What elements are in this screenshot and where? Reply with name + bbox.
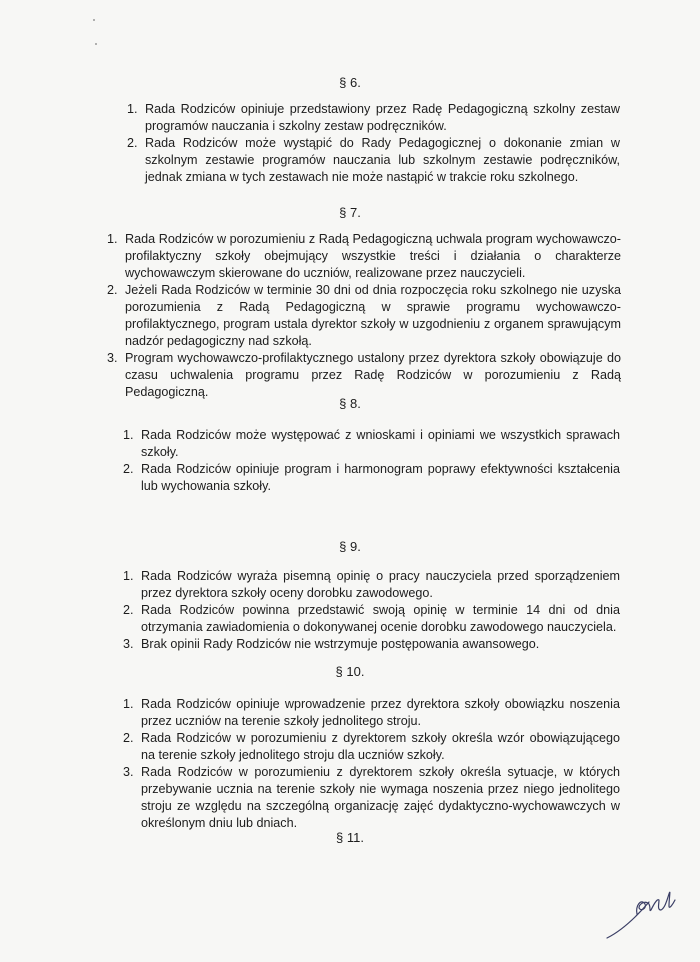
scan-speck — [93, 19, 95, 21]
list-item: 2. Jeżeli Rada Rodziców w terminie 30 dni od dnia rozpoczęcia roku szkolnego nie uzyska porozumienia z Radą Pedagogiczną w sprawie programu wychowawczo-profilaktycznego, program ustala dyrektor szkoły w uzgodnieniu z organem sprawującym nadzór pedagogiczny nad szkołą. — [107, 283, 621, 348]
list-item: 3. Brak opinii Rady Rodziców nie wstrzymuje postępowania awansowego. — [123, 637, 540, 651]
section-heading-10: § 10. — [335, 664, 365, 679]
section-7-list — [107, 231, 621, 401]
list-item: 1. Rada Rodziców w porozumieniu z Radą Pedagogiczną uchwala program wychowawczo-profilaktyczny szkoły obejmujący wszystkie treści i działania o charakterze wychowawczym skierowane do uczniów, realizowane przez nauczycieli. — [107, 232, 621, 280]
section-6-list — [127, 101, 620, 186]
list-item: 2. Rada Rodziców powinna przedstawić swoją opinię w terminie 14 dni od dnia otrzymania zawiadomienia o dokonywanej ocenie dorobku zawodowego nauczyciela. — [123, 603, 620, 634]
list-item: 3. Program wychowawczo-profilaktycznego ustalony przez dyrektora szkoły obowiązuje do czasu uchwalenia programu przez Radę Rodziców w porozumieniu z Radą Pedagogiczną. — [107, 351, 621, 399]
list-item: 1. Rada Rodziców może występować z wnioskami i opiniami we wszystkich sprawach szkoły. — [123, 428, 620, 459]
list-item: 1. Rada Rodziców wyraża pisemną opinię o pracy nauczyciela przed sporządzeniem przez dyrektora szkoły oceny dorobku zawodowego. — [123, 569, 620, 600]
section-heading-6: § 6. — [339, 75, 361, 90]
list-item: 1. Rada Rodziców opiniuje przedstawiony przez Radę Pedagogiczną szkolny zestaw programów nauczania i szkolny zestaw podręczników. — [127, 102, 620, 133]
list-item: 3. Rada Rodziców w porozumieniu z dyrektorem szkoły określa sytuacje, w których przebywanie ucznia na terenie szkoły nie wymaga noszenia przez niego jednolitego stroju ze względu na szczególną organizację zajęć dydaktyczno-wychowawczych w określonym dniu lub dniach. — [123, 765, 620, 830]
signature-icon — [605, 880, 685, 942]
list-item: 2. Rada Rodziców w porozumieniu z dyrektorem szkoły określa wzór obowiązującego na terenie szkoły jednolitego stroju dla uczniów szkoły. — [123, 731, 620, 762]
section-heading-7: § 7. — [339, 205, 361, 220]
section-heading-9: § 9. — [339, 539, 361, 554]
section-heading-11: § 11. — [336, 830, 364, 845]
section-9-list — [123, 568, 620, 653]
list-item: 1. Rada Rodziców opiniuje wprowadzenie przez dyrektora szkoły obowiązku noszenia przez uczniów na terenie szkoły jednolitego stroju. — [123, 697, 620, 728]
scan-speck — [95, 43, 97, 45]
section-10-list — [123, 696, 620, 832]
section-8-list — [123, 427, 620, 495]
list-item: 2. Rada Rodziców opiniuje program i harmonogram poprawy efektywności kształcenia lub wychowania szkoły. — [123, 462, 620, 493]
list-item: 2. Rada Rodziców może wystąpić do Rady Pedagogicznej o dokonanie zmian w szkolnym zestawie programów nauczania lub szkolnym zestawie podręczników, jednak zmiana w tych zestawach nie może nastąpić w trakcie roku szkolnego. — [127, 136, 620, 184]
section-heading-8: § 8. — [339, 396, 361, 411]
